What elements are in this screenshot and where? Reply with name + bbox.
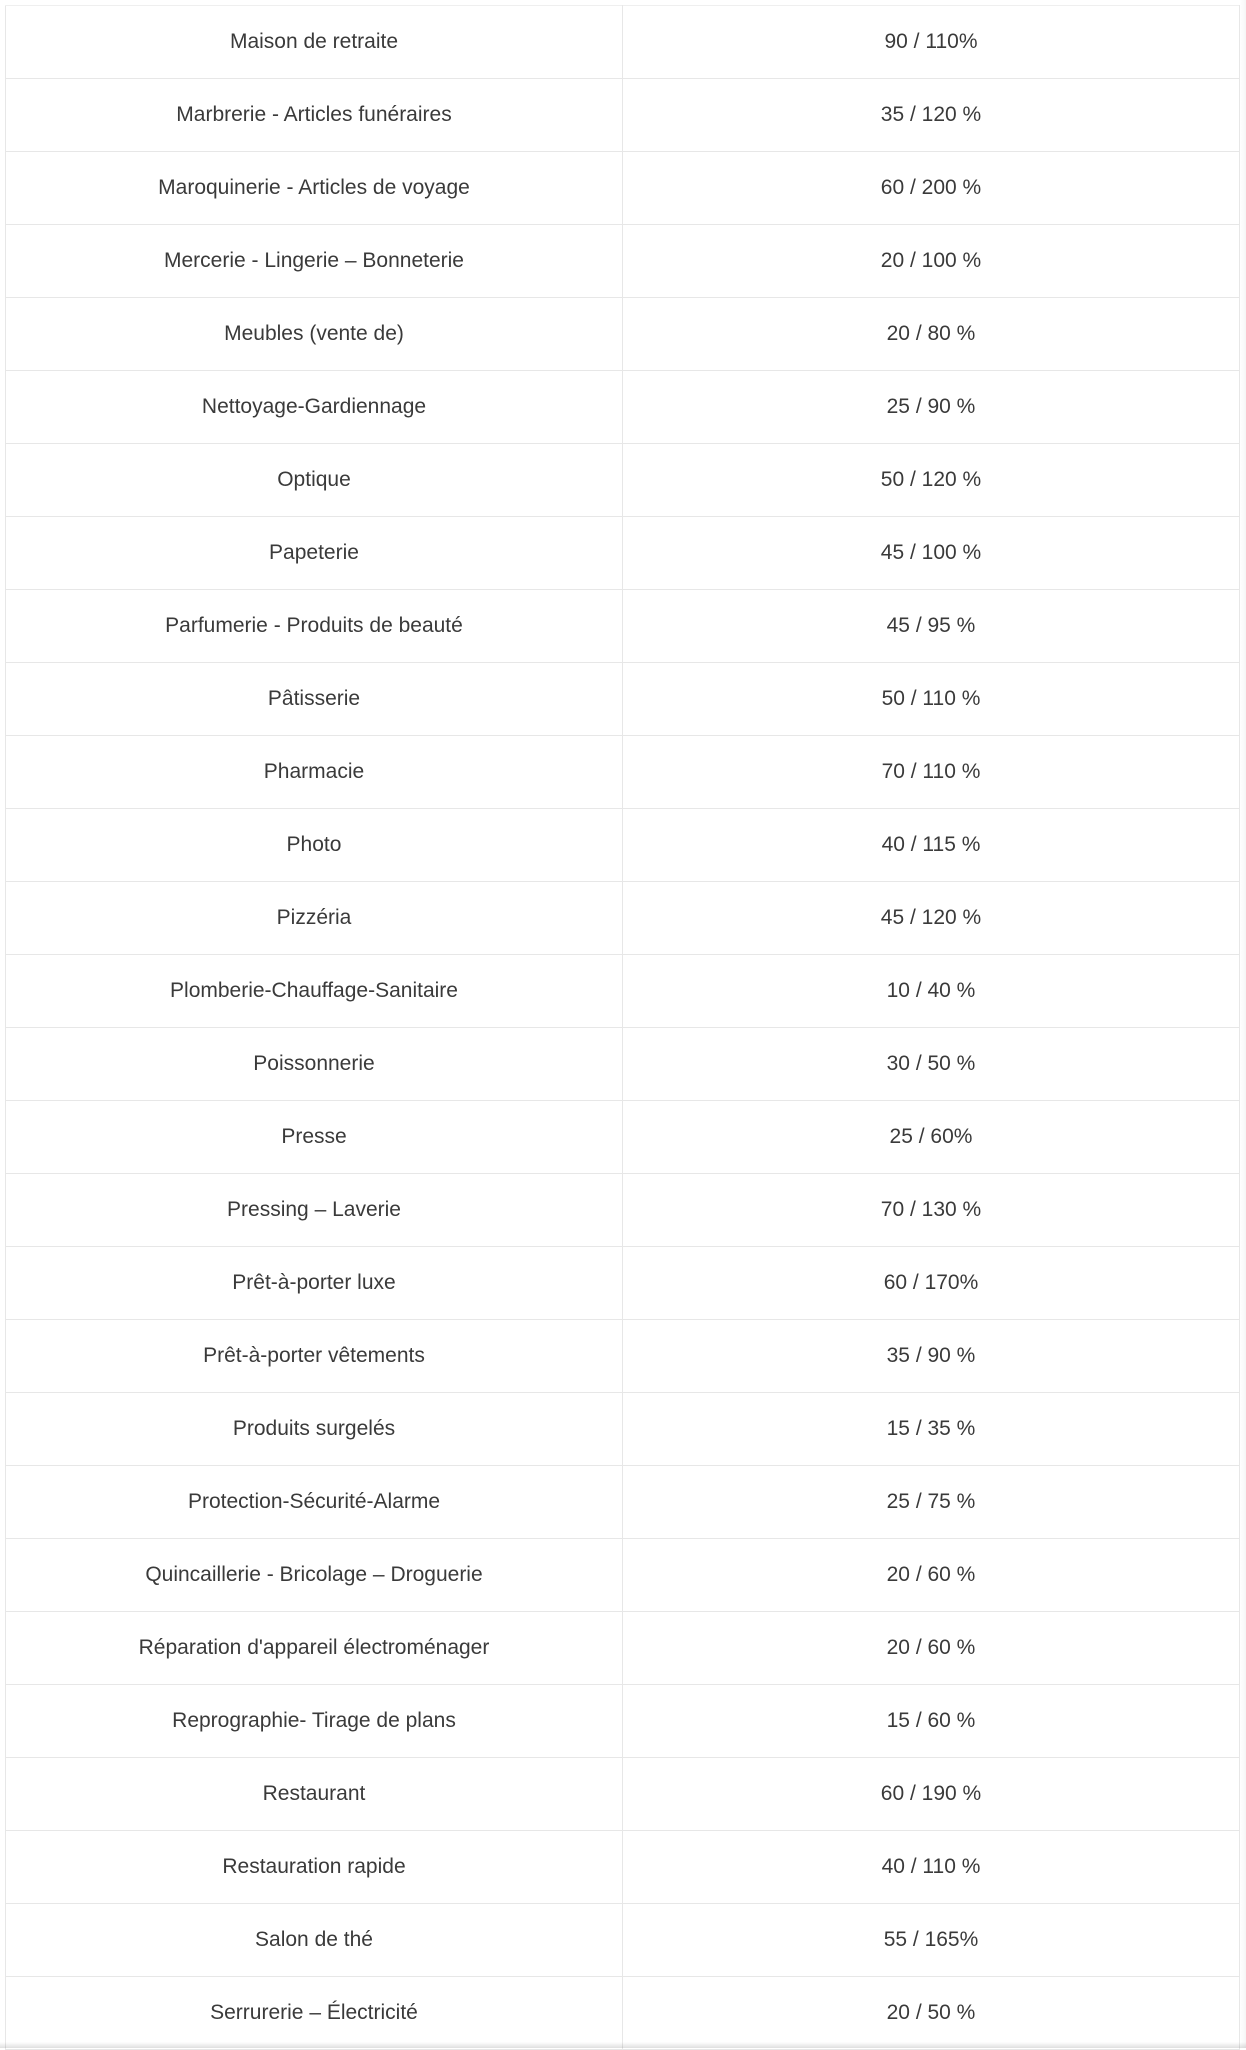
activity-rates-table-container — [5, 5, 1239, 2050]
table-row — [6, 663, 1240, 736]
activity-cell: Produits surgelés — [6, 1393, 623, 1466]
table-row — [6, 1247, 1240, 1320]
table-row — [6, 152, 1240, 225]
table-row — [6, 225, 1240, 298]
activity-cell: Meubles (vente de) — [6, 298, 623, 371]
rate-cell: 45 / 95 % — [623, 590, 1240, 663]
activity-cell: Marbrerie - Articles funéraires — [6, 79, 623, 152]
rate-cell: 25 / 90 % — [623, 371, 1240, 444]
rate-cell: 55 / 165% — [623, 1904, 1240, 1977]
table-row — [6, 444, 1240, 517]
activity-cell: Nettoyage-Gardiennage — [6, 371, 623, 444]
table-row — [6, 1612, 1240, 1685]
rate-cell: 45 / 100 % — [623, 517, 1240, 590]
rate-cell: 25 / 75 % — [623, 1466, 1240, 1539]
rate-cell: 15 / 35 % — [623, 1393, 1240, 1466]
activity-cell: Reprographie- Tirage de plans — [6, 1685, 623, 1758]
rate-cell: 20 / 50 % — [623, 1977, 1240, 2050]
activity-cell: Quincaillerie - Bricolage – Droguerie — [6, 1539, 623, 1612]
rate-cell: 10 / 40 % — [623, 955, 1240, 1028]
table-row — [6, 1758, 1240, 1831]
activity-cell: Protection-Sécurité-Alarme — [6, 1466, 623, 1539]
table-body — [6, 6, 1240, 2050]
table-row — [6, 1685, 1240, 1758]
table-row — [6, 809, 1240, 882]
activity-cell: Restauration rapide — [6, 1831, 623, 1904]
activity-cell: Maison de retraite — [6, 6, 623, 79]
activity-cell: Maroquinerie - Articles de voyage — [6, 152, 623, 225]
activity-cell: Serrurerie – Électricité — [6, 1977, 623, 2050]
table-row — [6, 736, 1240, 809]
table-row — [6, 590, 1240, 663]
activity-cell: Pizzéria — [6, 882, 623, 955]
table-row — [6, 79, 1240, 152]
rate-cell: 35 / 120 % — [623, 79, 1240, 152]
rate-cell: 60 / 190 % — [623, 1758, 1240, 1831]
activity-cell: Pharmacie — [6, 736, 623, 809]
rate-cell: 50 / 120 % — [623, 444, 1240, 517]
rate-cell: 70 / 130 % — [623, 1174, 1240, 1247]
rate-cell: 25 / 60% — [623, 1101, 1240, 1174]
rate-cell: 20 / 60 % — [623, 1539, 1240, 1612]
activity-cell: Salon de thé — [6, 1904, 623, 1977]
table-row — [6, 1904, 1240, 1977]
table-row — [6, 1539, 1240, 1612]
scroll-edge-shade — [1240, 0, 1246, 2048]
table-row — [6, 6, 1240, 79]
table-row — [6, 1466, 1240, 1539]
activity-cell: Réparation d'appareil électroménager — [6, 1612, 623, 1685]
table-row — [6, 517, 1240, 590]
rate-cell: 45 / 120 % — [623, 882, 1240, 955]
table-row — [6, 371, 1240, 444]
activity-cell: Restaurant — [6, 1758, 623, 1831]
activity-cell: Pâtisserie — [6, 663, 623, 736]
table-row — [6, 1393, 1240, 1466]
rate-cell: 60 / 200 % — [623, 152, 1240, 225]
activity-cell: Papeterie — [6, 517, 623, 590]
activity-cell: Prêt-à-porter vêtements — [6, 1320, 623, 1393]
bottom-edge-shadow — [0, 2042, 1246, 2048]
activity-cell: Poissonnerie — [6, 1028, 623, 1101]
rate-cell: 20 / 100 % — [623, 225, 1240, 298]
rate-cell: 35 / 90 % — [623, 1320, 1240, 1393]
rate-cell: 70 / 110 % — [623, 736, 1240, 809]
activity-cell: Pressing – Laverie — [6, 1174, 623, 1247]
activity-cell: Optique — [6, 444, 623, 517]
rate-cell: 40 / 115 % — [623, 809, 1240, 882]
rate-cell: 90 / 110% — [623, 6, 1240, 79]
activity-cell: Prêt-à-porter luxe — [6, 1247, 623, 1320]
activity-cell: Presse — [6, 1101, 623, 1174]
table-row — [6, 1831, 1240, 1904]
activity-cell: Photo — [6, 809, 623, 882]
rate-cell: 40 / 110 % — [623, 1831, 1240, 1904]
table-row — [6, 1174, 1240, 1247]
table-row — [6, 1028, 1240, 1101]
activity-cell: Mercerie - Lingerie – Bonneterie — [6, 225, 623, 298]
table-row — [6, 1977, 1240, 2050]
table-row — [6, 298, 1240, 371]
rate-cell: 50 / 110 % — [623, 663, 1240, 736]
table-row — [6, 882, 1240, 955]
table-row — [6, 955, 1240, 1028]
table-row — [6, 1320, 1240, 1393]
activity-cell: Parfumerie - Produits de beauté — [6, 590, 623, 663]
rate-cell: 30 / 50 % — [623, 1028, 1240, 1101]
activity-cell: Plomberie-Chauffage-Sanitaire — [6, 955, 623, 1028]
activity-rates-table — [5, 5, 1240, 2050]
rate-cell: 15 / 60 % — [623, 1685, 1240, 1758]
table-row — [6, 1101, 1240, 1174]
rate-cell: 20 / 80 % — [623, 298, 1240, 371]
rate-cell: 20 / 60 % — [623, 1612, 1240, 1685]
rate-cell: 60 / 170% — [623, 1247, 1240, 1320]
